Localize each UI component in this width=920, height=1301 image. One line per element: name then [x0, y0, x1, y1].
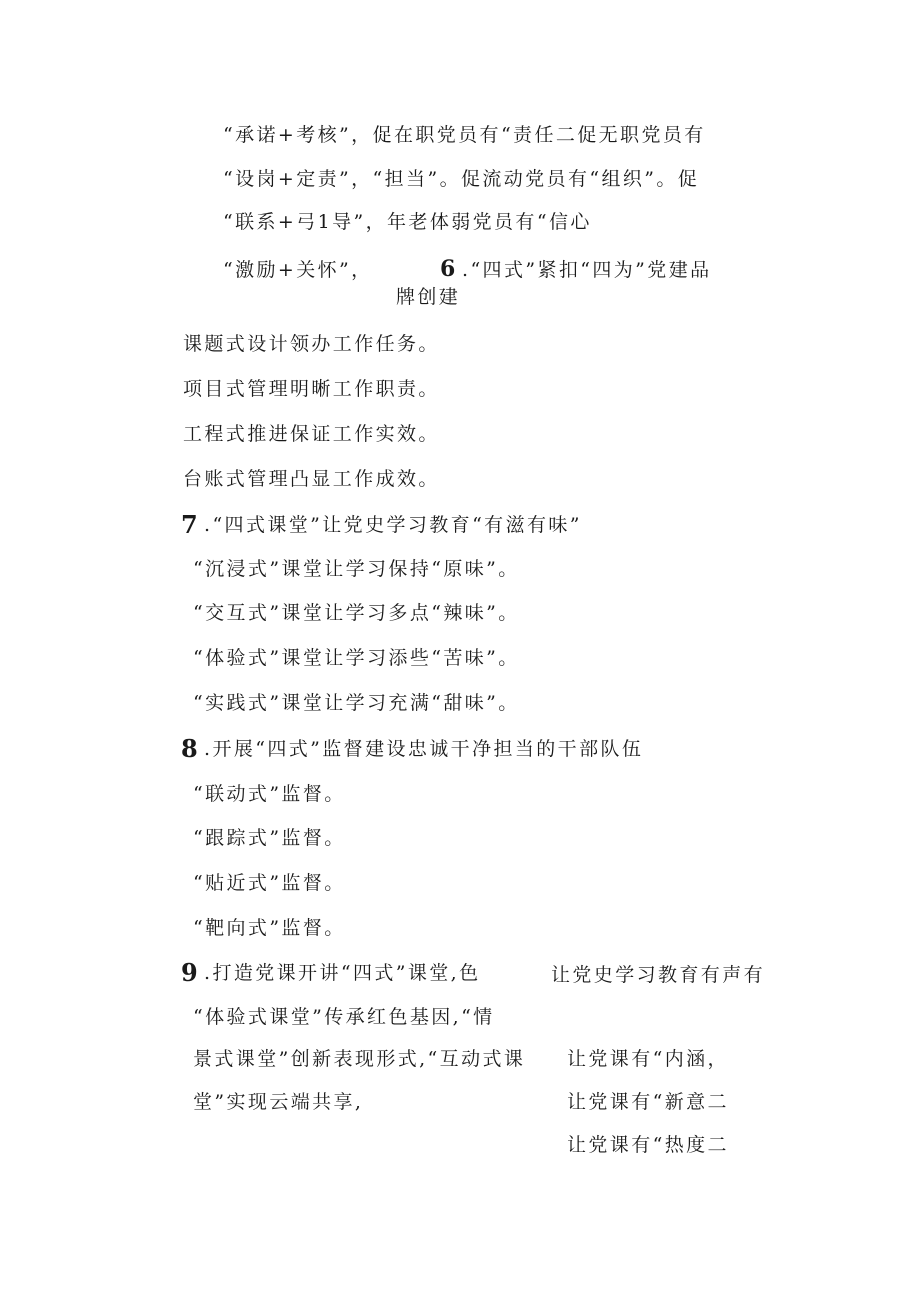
block6-item: 课题式设计领办工作任务。 — [183, 333, 440, 355]
block7-item: “体验式”课堂让学习添些“苦味”。 — [193, 647, 520, 669]
block6-item: 项目式管理明晰工作职责。 — [183, 378, 440, 400]
block6-line4: “激励+关怀”， — [223, 259, 373, 281]
block8-item: “联动式”监督。 — [193, 783, 346, 805]
block6-item: 台账式管理凸显工作成效。 — [183, 468, 440, 490]
block8-item: “贴近式”监督。 — [193, 872, 346, 894]
block6-heading-continued: 牌创建 — [396, 286, 461, 308]
block9-right-line: 让党课有“内涵， — [567, 1048, 729, 1070]
block9-right-line: 让党课有“热度二 — [567, 1134, 729, 1156]
block9-left-line: “体验式课堂”传承红色基因,“情 — [193, 1006, 495, 1028]
block7-number: 7 — [181, 510, 198, 539]
block7-item: “交互式”课堂让学习多点“辣味”。 — [193, 602, 520, 624]
block7-item: “沉浸式”课堂让学习保持“原味”。 — [193, 558, 520, 580]
block9-number: 9 — [181, 958, 198, 987]
block9-left-line: 堂”实现云端共享, — [193, 1091, 364, 1113]
block6-heading-number: 6 — [440, 256, 456, 282]
block9-heading-right: 让党史学习教育有声有 — [551, 964, 766, 986]
block8-heading: .开展“四式”监督建设忠诚干净担当的干部队伍 — [204, 738, 644, 760]
block9-heading: .打造党课开讲“四式”课堂,色 — [204, 962, 481, 984]
block6-item: 工程式推进保证工作实效。 — [183, 423, 440, 445]
block6-heading: .“四式”紧扣“四为”党建品 — [462, 259, 712, 281]
block9-left-line: 景式课堂”创新表现形式,“互动式课 — [193, 1048, 526, 1070]
block6-line3: “联系+弓1导”，年老体弱党员有“信心 — [223, 211, 592, 233]
block7-item: “实践式”课堂让学习充满“甜味”。 — [193, 692, 520, 714]
block8-item: “跟踪式”监督。 — [193, 827, 346, 849]
block6-line2: “设岗+定责”，“担当”。促流动党员有“组织”。促 — [223, 168, 700, 190]
block7-heading: .“四式课堂”让党史学习教育“有滋有味” — [204, 514, 582, 536]
block9-right-line: 让党课有“新意二 — [567, 1091, 729, 1113]
block8-number: 8 — [181, 734, 198, 763]
block8-item: “靶向式”监督。 — [193, 917, 346, 939]
block6-line1: “承诺+考核”，促在职党员有“责任二促无职党员有 — [223, 124, 706, 146]
